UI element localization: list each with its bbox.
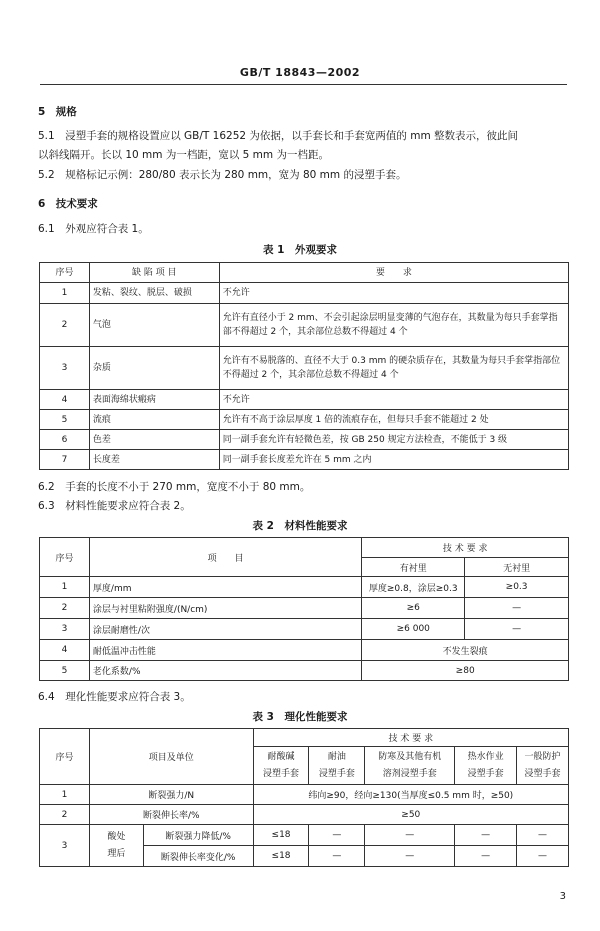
table-cell: 允许有直径小于 2 mm、不会引起涂层明显变薄的气泡存在，其数量为每只手套掌指部不得超过 2 个，其余部位总数不得超过 4 个 xyxy=(219,304,568,347)
table-2 xyxy=(39,537,569,681)
table-cell: — xyxy=(455,825,517,846)
t3-header-req: 技 术 要 求 xyxy=(253,729,568,747)
table-cell: 表面海绵状瘢病 xyxy=(89,390,219,410)
table-cell: — xyxy=(517,846,569,867)
table-cell: 气泡 xyxy=(89,304,219,347)
table1-caption: 表 1 外观要求 xyxy=(263,244,337,256)
table-cell: 1 xyxy=(40,785,90,805)
table-cell: ≥80 xyxy=(362,661,569,681)
table-cell: ≤18 xyxy=(253,846,309,867)
table-cell: 2 xyxy=(40,304,90,347)
t3-header-item: 项目及单位 xyxy=(89,729,253,785)
table-cell: — xyxy=(309,825,365,846)
table-cell: 2 xyxy=(40,598,90,619)
table-cell: — xyxy=(465,619,569,640)
clause-6-3: 6.3 材料性能要求应符合表 2。 xyxy=(38,500,191,512)
table-cell: ≥50 xyxy=(253,805,568,825)
table-cell: — xyxy=(365,846,455,867)
table-cell: 酸处 理后 xyxy=(89,825,143,867)
table-cell: ≥6 xyxy=(362,598,465,619)
table-cell: 1 xyxy=(40,283,90,304)
table2-caption: 表 2 材料性能要求 xyxy=(252,520,348,532)
table-cell: — xyxy=(455,846,517,867)
table-cell: 发粘、裂纹、脱层、破损 xyxy=(89,283,219,304)
clause-6-4: 6.4 理化性能要求应符合表 3。 xyxy=(38,691,191,703)
table-cell: ≥0.3 xyxy=(465,577,569,598)
t2-header-lined: 有衬里 xyxy=(362,558,465,577)
t3-col-cold-solvent: 防寒及其他有机 溶剂浸塑手套 xyxy=(365,747,455,785)
t3-col-hot-water: 热水作业 浸塑手套 xyxy=(455,747,517,785)
table-cell: 7 xyxy=(40,450,90,470)
clause-6-2: 6.2 手套的长度不小于 270 mm，宽度不小于 80 mm。 xyxy=(38,481,311,493)
table-cell: 允许有不高于涂层厚度 1 倍的流痕存在，但每只手套不能超过 2 处 xyxy=(219,410,568,430)
table-cell: 同一副手套允许有轻微色差，按 GB 250 规定方法检查，不能低于 3 级 xyxy=(219,430,568,450)
table-cell: 3 xyxy=(40,619,90,640)
clause-5-2: 5.2 规格标记示例：280/80 表示长为 280 mm，宽为 80 mm 的浸塑手套。 xyxy=(38,169,407,181)
table-cell: 断裂强力降低/% xyxy=(143,825,253,846)
table-cell: 断裂强力/N xyxy=(89,785,253,805)
table-1 xyxy=(39,262,569,470)
table-cell: — xyxy=(365,825,455,846)
t1-header-item: 缺 陷 项 目 xyxy=(89,263,219,283)
header-rule xyxy=(40,84,567,85)
table-cell: 耐低温冲击性能 xyxy=(89,640,361,661)
table-cell: 涂层与衬里粘附强度/(N/cm) xyxy=(89,598,361,619)
t1-header-no: 序号 xyxy=(40,263,90,283)
table-cell: 同一副手套长度差允许在 5 mm 之内 xyxy=(219,450,568,470)
table-cell: 3 xyxy=(40,347,90,390)
table-cell: 不发生裂痕 xyxy=(362,640,569,661)
clause-5-1-line1: 5.1 浸塑手套的规格设置应以 GB/T 16252 为依据，以手套长和手套宽两值的 mm 整数表示，彼此间 xyxy=(38,130,519,142)
page-header: GB/T 18843—2002 xyxy=(239,66,361,79)
t2-header-unlined: 无衬里 xyxy=(465,558,569,577)
table-cell: 5 xyxy=(40,410,90,430)
table-cell: 老化系数/% xyxy=(89,661,361,681)
table-3 xyxy=(39,728,569,867)
table-cell: 纬向≥90，经向≥130(当厚度≤0.5 mm 时，≥50) xyxy=(253,785,568,805)
table-cell: 2 xyxy=(40,805,90,825)
t2-header-no: 序号 xyxy=(40,538,90,577)
table-cell: 长度差 xyxy=(89,450,219,470)
page-number: 3 xyxy=(559,891,566,902)
table-cell: 允许有不易脱落的、直径不大于 0.3 mm 的硬杂质存在，其数量为每只手套掌指部位不得超过 2 个，其余部位总数不得超过 4 个 xyxy=(219,347,568,390)
table-cell: 色差 xyxy=(89,430,219,450)
table-cell: 流痕 xyxy=(89,410,219,430)
table-cell: 3 xyxy=(40,825,90,867)
table-cell: 杂质 xyxy=(89,347,219,390)
table-cell: ≥6 000 xyxy=(362,619,465,640)
table-cell: — xyxy=(517,825,569,846)
table-cell: 4 xyxy=(40,390,90,410)
table-cell: 1 xyxy=(40,577,90,598)
table-cell: 5 xyxy=(40,661,90,681)
t1-header-req: 要 求 xyxy=(219,263,568,283)
table-cell: — xyxy=(465,598,569,619)
table-cell: 不允许 xyxy=(219,283,568,304)
table3-caption: 表 3 理化性能要求 xyxy=(252,711,348,723)
table-cell: 不允许 xyxy=(219,390,568,410)
t3-header-no: 序号 xyxy=(40,729,90,785)
table-cell: 涂层耐磨性/次 xyxy=(89,619,361,640)
t3-col-general: 一般防护 浸塑手套 xyxy=(517,747,569,785)
table-cell: 4 xyxy=(40,640,90,661)
table-cell: 断裂伸长率/% xyxy=(89,805,253,825)
t3-col-acid-alkali: 耐酸碱 浸塑手套 xyxy=(253,747,309,785)
clause-5-1-line2: 以斜线隔开。长以 10 mm 为一档距，宽以 5 mm 为一档距。 xyxy=(38,149,329,161)
t3-col-oil: 耐油 浸塑手套 xyxy=(309,747,365,785)
table-cell: 6 xyxy=(40,430,90,450)
t2-header-req: 技 术 要 求 xyxy=(362,538,569,558)
table-cell: 厚度≥0.8，涂层≥0.3 xyxy=(362,577,465,598)
table-cell: — xyxy=(309,846,365,867)
clause-6-1: 6.1 外观应符合表 1。 xyxy=(38,223,149,235)
table-cell: 断裂伸长率变化/% xyxy=(143,846,253,867)
section-6-title: 6 技术要求 xyxy=(38,198,98,210)
section-5-title: 5 规格 xyxy=(38,106,77,118)
table-cell: ≤18 xyxy=(253,825,309,846)
t2-header-item: 项 目 xyxy=(89,538,361,577)
table-cell: 厚度/mm xyxy=(89,577,361,598)
